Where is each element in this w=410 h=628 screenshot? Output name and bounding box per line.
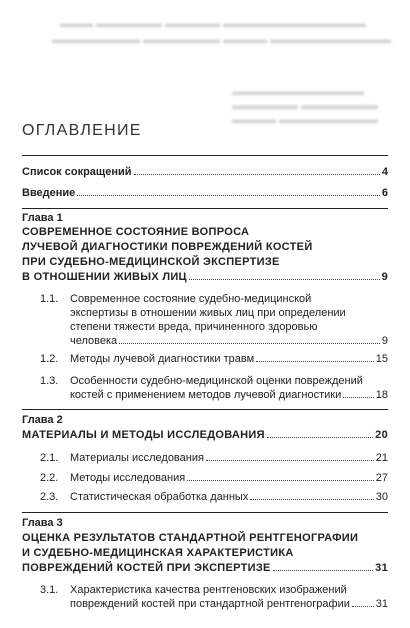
chapter-label: Глава 3 xyxy=(22,517,63,529)
section-title-line: Статистическая обработка данных xyxy=(70,491,249,503)
chapter-title[interactable] xyxy=(22,225,388,285)
section-number: 2.3. xyxy=(40,491,59,503)
entry-title: Введение xyxy=(22,187,76,199)
chapter-page: 31 xyxy=(375,562,388,574)
leader-dots xyxy=(273,570,373,571)
entry-page: 4 xyxy=(381,166,388,178)
chapter-title[interactable] xyxy=(22,428,388,443)
section-title-line: степени тяжести вреда, причиненного здоровью xyxy=(70,321,318,333)
section-number: 2.2. xyxy=(40,472,59,484)
leader-dots xyxy=(187,480,374,481)
chapter-title-line: И СУДЕБНО-МЕДИЦИНСКАЯ ХАРАКТЕРИСТИКА xyxy=(22,547,294,559)
section-page: 27 xyxy=(375,472,388,484)
chapter-page: 20 xyxy=(375,429,388,441)
entry-page: 6 xyxy=(381,187,388,199)
section-page: 31 xyxy=(375,598,388,610)
section-number: 2.1. xyxy=(40,452,59,464)
toc-entry-abbreviations[interactable] xyxy=(22,165,388,179)
chapter-label: Глава 1 xyxy=(22,212,63,224)
section-title-line: повреждений костей при стандартной рентгенографии xyxy=(70,598,350,610)
leader-dots xyxy=(189,279,380,280)
bleed-through-text: ▬▬▬▬▬▬▬▬ ▬▬▬▬▬▬▬ ▬▬▬▬ ▬▬▬▬▬▬▬▬▬▬▬ xyxy=(52,34,392,46)
section-title-line: человека xyxy=(70,335,118,347)
chapter-title-line: ОЦЕНКА РЕЗУЛЬТАТОВ СТАНДАРТНОЙ РЕНТГЕНОГРАФИИ xyxy=(22,532,359,544)
divider xyxy=(22,512,388,513)
section-number: 1.3. xyxy=(40,375,59,387)
section-title-line: Современное состояние судебно-медицинской xyxy=(70,293,312,305)
section-number: 3.1. xyxy=(40,584,59,596)
section-page: 30 xyxy=(375,491,388,503)
leader-dots xyxy=(206,460,374,461)
section-title-line: Материалы исследования xyxy=(70,452,204,464)
section-number: 1.1. xyxy=(40,293,59,305)
section-page: 18 xyxy=(375,389,388,401)
chapter-title-line: ПОВРЕЖДЕНИЙ КОСТЕЙ ПРИ ЭКСПЕРТИЗЕ xyxy=(22,562,271,574)
leader-dots xyxy=(77,195,380,196)
leader-dots xyxy=(119,343,380,344)
section-page: 9 xyxy=(381,335,388,347)
section-title-line: Особенности судебно-медицинской оценки повреждений xyxy=(70,375,363,387)
leader-dots xyxy=(256,361,374,362)
section-title-line: Характеристика качества рентгеновских изображений xyxy=(70,584,347,596)
divider xyxy=(22,409,388,410)
leader-dots xyxy=(343,397,373,398)
chapter-title-line: МАТЕРИАЛЫ И МЕТОДЫ ИССЛЕДОВАНИЯ xyxy=(22,429,265,441)
bleed-through-text: ▬▬▬▬ ▬▬▬▬▬▬▬▬▬ xyxy=(232,114,379,126)
section-title-line: Методы лучевой диагностики травм xyxy=(70,353,255,365)
chapter-label: Глава 2 xyxy=(22,414,63,426)
leader-dots xyxy=(267,437,373,438)
bleed-through-text: ▬▬▬▬▬▬▬▬▬▬▬▬ xyxy=(232,86,364,98)
bleed-through-text: ▬▬▬▬▬▬ ▬▬▬▬▬▬▬ xyxy=(232,100,379,112)
section-page: 15 xyxy=(375,353,388,365)
section-title-line: костей с применением методов лучевой диагностики xyxy=(70,389,342,401)
chapter-title-line: В ОТНОШЕНИИ ЖИВЫХ ЛИЦ xyxy=(22,271,187,283)
section-title-line: Методы исследования xyxy=(70,472,186,484)
bleed-through-text: ▬▬▬ ▬▬▬▬▬▬ ▬▬▬▬▬ ▬▬▬▬▬▬▬▬▬▬▬▬▬ xyxy=(60,18,367,30)
leader-dots xyxy=(250,499,373,500)
section-page: 21 xyxy=(375,452,388,464)
chapter-title-line: ЛУЧЕВОЙ ДИАГНОСТИКИ ПОВРЕЖДЕНИЙ КОСТЕЙ xyxy=(22,241,313,253)
section-number: 1.2. xyxy=(40,353,59,365)
divider xyxy=(22,208,388,209)
chapter-title-line: ПРИ СУДЕБНО-МЕДИЦИНСКОЙ ЭКСПЕРТИЗЕ xyxy=(22,256,280,268)
divider xyxy=(22,155,388,156)
leader-dots xyxy=(352,606,374,607)
entry-title: Список сокращений xyxy=(22,166,132,178)
toc-entry-introduction[interactable] xyxy=(22,186,388,200)
section-title-line: экспертизы в отношении живых лиц при определении xyxy=(70,307,346,319)
chapter-page: 9 xyxy=(381,271,388,283)
leader-dots xyxy=(134,174,380,175)
chapter-title[interactable] xyxy=(22,531,388,576)
page-title: ОГЛАВЛЕНИЕ xyxy=(22,122,142,139)
chapter-title-line: СОВРЕМЕННОЕ СОСТОЯНИЕ ВОПРОСА xyxy=(22,226,250,238)
